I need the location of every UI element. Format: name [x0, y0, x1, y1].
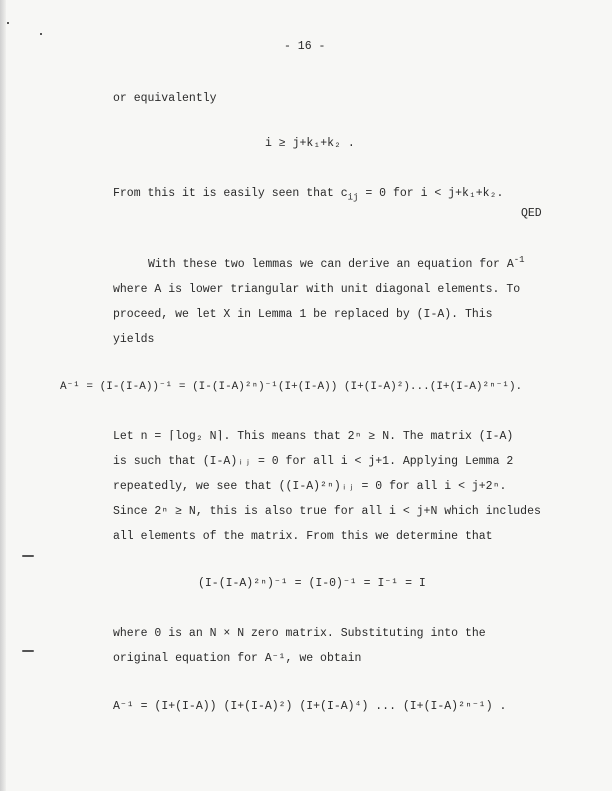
text-fragment: From this it is easily seen that c	[113, 187, 348, 200]
text-line	[148, 255, 525, 272]
text-line: is such that (I-A)ᵢⱼ = 0 for all i < j+1. Applying Lemma 2	[113, 455, 514, 468]
text-fragment: With these two lemmas we can derive an equation for A	[148, 258, 514, 271]
text-line: Let n = ⌈log₂ N⌉. This means that 2ⁿ ≥ N. The matrix (I-A)	[113, 430, 514, 443]
equation-inequality: i ≥ j+k₁+k₂ .	[265, 137, 355, 150]
text-line: original equation for A⁻¹, we obtain	[113, 652, 362, 665]
qed-mark: QED	[521, 207, 542, 220]
scan-speck	[40, 33, 42, 35]
text-line: or equivalently	[113, 92, 217, 105]
scan-speck	[22, 650, 34, 652]
page-number: - 16 -	[284, 40, 326, 53]
subscript: ij	[347, 192, 359, 203]
scan-speck	[22, 555, 34, 557]
text-line: all elements of the matrix. From this we determine that	[113, 530, 493, 543]
equation-result: A⁻¹ = (I+(I-A)) (I+(I-A)²) (I+(I-A)⁴) ... (I+(I-A)²ⁿ⁻¹) .	[113, 700, 507, 713]
text-fragment: = 0 for i < j+k₁+k₂.	[358, 187, 504, 200]
text-line	[113, 187, 503, 201]
equation-main: A⁻¹ = (I-(I-A))⁻¹ = (I-(I-A)²ⁿ)⁻¹(I+(I-A)) (I+(I-A)²)...(I+(I-A)²ⁿ⁻¹).	[60, 381, 523, 393]
scan-edge	[0, 0, 6, 791]
equation-identity: (I-(I-A)²ⁿ)⁻¹ = (I-0)⁻¹ = I⁻¹ = I	[198, 577, 426, 590]
scan-speck	[7, 22, 9, 24]
text-line: proceed, we let X in Lemma 1 be replaced by (I-A). This	[113, 308, 493, 321]
text-line: where A is lower triangular with unit diagonal elements. To	[113, 283, 521, 296]
text-line: where 0 is an N × N zero matrix. Substituting into the	[113, 627, 486, 640]
text-line: repeatedly, we see that ((I-A)²ⁿ)ᵢⱼ = 0 for all i < j+2ⁿ.	[113, 480, 507, 493]
text-line: yields	[113, 333, 155, 346]
superscript: -1	[513, 255, 525, 266]
text-line: Since 2ⁿ ≥ N, this is also true for all i < j+N which includes	[113, 505, 541, 518]
